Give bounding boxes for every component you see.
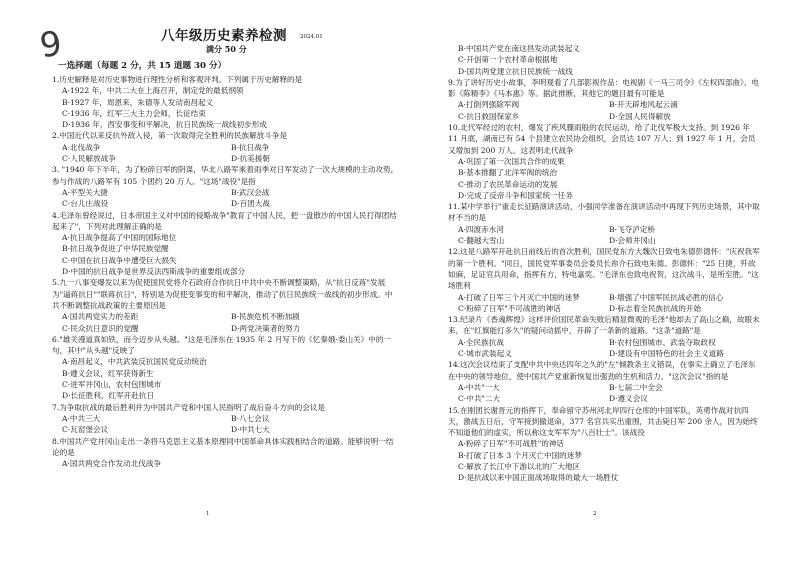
question-text: 7.为争取抗战的最后胜利并为中国共产党和中国人民指明了战后奋斗方向的会议是 [52, 402, 326, 412]
answer-option: C·民众抗日意识的觉醒 [62, 323, 139, 333]
answer-option: D·中国的抗日战争是世界反法西斯战争的重要组成部分 [62, 267, 246, 277]
answer-option: D·会师井冈山 [609, 236, 656, 246]
question-block [52, 130, 400, 164]
answer-option: A·中共"一大 [458, 382, 500, 392]
answer-option: A·北伐战争 [62, 142, 101, 152]
answer-option: A·打倒列强除军阀 [458, 100, 520, 110]
answer-option: C·城市武装起义 [458, 349, 512, 359]
answer-option: A·打破了日军三个月灭亡中国的迷梦 [458, 292, 580, 302]
answer-option: A·国共两党合作发动北伐战争 [62, 459, 162, 469]
option-row [448, 393, 760, 404]
question-text: 9.为了讲好历史小故事，李明观看了几部影视作品：电视剧《一马三司令》《左权四部曲》、电影《陈精李》《马本惠》等。据此推断，其他它的题目最有可能是 [448, 77, 759, 99]
answer-option: B·飞夺泸定桥 [609, 224, 655, 234]
answer-option: D·是抗战以来中国正面战场取得的最大一场胜仗 [458, 473, 619, 483]
answer-option: B·增强了中国军民抗战必胜的信心 [609, 292, 724, 302]
question-text: 3. "1940 年下半年，为了粉碎日军的阴谋，华北八路军乘着雨季对日军发动了一次大规模的主动攻势，参与作战的八路军有 105 个团约 20 万人。"这场"战役"是指 [52, 165, 399, 186]
right-column [448, 43, 760, 484]
answer-option: C·中国在抗日战争中遭受巨大损失 [62, 255, 177, 265]
section-heading: 一选择题（每题 2 分，共 15 道题 30 分） [58, 61, 227, 71]
question-text: 10.北代军经过的农村，爆发了疾风骤雨般的农民运动，给了北伐军极大支持。到 1926 年 11 月底，湖南已有 54 个县建立农民协会组织，会员达 107 万人；到 1927 年 1 月，会员又增加到 200 万人。这表明北代战争 [448, 123, 756, 155]
exam-title: 八年级历史素养检测 [161, 28, 287, 44]
answer-option: C·人民解放战争 [62, 154, 116, 164]
exam-date: 2024.01 [300, 34, 323, 40]
option-row [448, 382, 760, 393]
answer-option: B·民族危机不断加剧 [231, 312, 300, 322]
question-text: 2.中国近代以来反抗外敌入侵，第一次取得完全胜利的民族解放斗争是 [52, 131, 288, 141]
answer-option: A·1922 年，中共二大在上海召开，制定党的最低纲领 [62, 86, 244, 96]
page-number-left: 1 [206, 511, 210, 517]
answer-option: D·中共七大 [231, 425, 270, 435]
question-block [448, 43, 760, 77]
option-row [52, 424, 400, 435]
answer-option: C·台儿庄战役 [62, 199, 109, 209]
option-row [448, 337, 760, 348]
question-block [448, 405, 760, 484]
answer-option: B·1927 年，周恩来，朱德等人发动南昌起义 [62, 97, 214, 107]
option-row [448, 292, 760, 303]
answer-option: A·四渡赤水河 [458, 224, 504, 234]
question-block [52, 164, 400, 209]
option-row [448, 348, 760, 359]
answer-option: B·七届二中全会 [609, 382, 663, 392]
answer-option: B·开天辟地风起云涌 [609, 100, 678, 110]
question-text: 6."雄关漫道真如铁，而今迈步从头越。"这是毛泽东在 1935 年 2 月写下的《忆秦娥·娄山关》中的一句，其中"从头越"反映了 [52, 334, 392, 356]
answer-option: D·两党决策者的努力 [231, 323, 301, 333]
answer-option: C·开创第一个农村革命根据地 [458, 55, 558, 65]
option-row [448, 111, 760, 122]
question-block [52, 334, 400, 402]
option-row [448, 235, 760, 246]
answer-option: C·粉碎了日军"不可战胜的神话 [458, 303, 561, 313]
question-text: 4.毛泽东曾经说过，日本帝国主义对中国的侵略战争"教育了中国人民，把一盘散沙的中国人民打得团结起来了"，下列对此理解正确的是 [52, 210, 397, 231]
answer-option: D·完成了反帝斗争和国家统一任务 [458, 190, 573, 200]
option-row [52, 198, 400, 209]
answer-option: B·遵义会议，红军获得新生 [62, 368, 154, 378]
answer-option: D·抗美援朝 [231, 154, 270, 164]
question-block [52, 74, 400, 130]
answer-option: A·抗日战争提高了中国的国际地位 [62, 233, 177, 243]
question-block [52, 277, 400, 333]
answer-option: B·抗日战争 [231, 142, 270, 152]
answer-option: C·推动了农民革命运动的发展 [458, 179, 558, 189]
question-block [448, 246, 760, 314]
question-block [448, 314, 760, 359]
answer-option: D·建设有中国特色的社会主义道路 [609, 349, 724, 359]
answer-option: B·农村包围城市、武装夺取政权 [609, 337, 716, 347]
option-row [448, 99, 760, 110]
answer-option: A·巩固了第一次国共合作的成果 [458, 156, 565, 166]
option-row [52, 153, 400, 164]
answer-option: C·抗日救国保家乡 [458, 111, 520, 121]
answer-option: A·南昌起义，中共武装反抗国民党反动统治 [62, 357, 207, 367]
option-row [448, 303, 760, 314]
answer-option: B·基本推翻了北洋军阀的统治 [458, 168, 558, 178]
option-row [52, 142, 400, 153]
exam-score: 满分 50 分 [206, 44, 247, 54]
question-text: 15.在刚团长谢晋元的指挥下，奉命留守苏州河北岸四行仓库的中国军队，英勇作战对抗四天，激战五日后，守军接到撤退命，377 名官兵实出重围，共击毙日军 200 余人，因为始终不知道他们的虚实，所以称这支军军为"八百壮士"。该战役 [448, 405, 758, 438]
question-text: 5.九一八事变爆发以来为促使国民党将介石政府合作抗日中共中央不断调整策略，从"抗日反蒋"发展为"逼蒋抗日""联蒋抗日"，特别是为促使变事变的和平解决，推动了抗日民族统一战线的初步形成。中共不断调整抗战政策的主要原因是 [52, 278, 393, 310]
question-text: 1.历史解释是对历史事物进行理性分析和客观评判。下列属于历史解释的是 [52, 75, 303, 84]
question-block [448, 77, 760, 122]
option-row [52, 187, 400, 198]
answer-option: B·打破了日本 3 个月灭亡中国的迷梦 [458, 450, 582, 460]
question-text: 13.纪录片《香魂辉煌》这样评价国民革命失败后精显微观的毛泽"他却去了高山之巅，故眼未来，在"红旗能打多久"的疑问动摇中，开辟了一条新的道路。"这条"道路"是 [448, 315, 760, 336]
answer-option: A·全民族抗战 [458, 337, 504, 347]
option-row [448, 224, 760, 235]
answer-option: B·武汉会战 [231, 187, 270, 197]
answer-option: C·瓦窑堡会议 [62, 425, 109, 435]
answer-option: D·标志着全民族抗战的开始 [609, 303, 702, 313]
answer-option: A·国共两党实力的差距 [62, 312, 139, 322]
answer-option: C·翻越大雪山 [458, 236, 505, 246]
answer-option: B·抗日战争促进了中华民族觉醒 [62, 244, 169, 254]
answer-option: B·八七会议 [231, 413, 270, 423]
left-column [52, 74, 400, 469]
question-block [448, 201, 760, 246]
answer-option: A·平型关大捷 [62, 187, 108, 197]
question-block [52, 436, 400, 470]
answer-option: D·长征胜利，红军开赴抗日 [62, 391, 155, 401]
answer-option: B·中国共产党在南这昌发动武装起义 [458, 44, 580, 53]
question-block [448, 122, 760, 201]
handwritten-mark: 9 [37, 23, 65, 67]
question-text: 14.这次会议结束了支配中共中央达四年之久的"左"倾教条主义错误，在事实上确立了毛泽东在中央的领导地位，使中国共产党重新恢复出强劲的生机和活力。"这次会议"指的是 [448, 360, 756, 381]
answer-option: D·国共两党建立抗日民族统一战线 [458, 66, 573, 76]
page-number-right: 2 [593, 511, 597, 517]
answer-option: D·1936 年，西安事变和平解决，抗日民族统一战线初步形成 [62, 120, 267, 130]
question-block [448, 359, 760, 404]
question-text: 12.这是八路军开赴抗日前线后的首次胜利，国民党东方大魏次日致电朱德彭德怀："庆祝我军的第一个胜利。"同日，国民党军事委员会委员长祢介石致电朱德、彭德怀："25 日捷，歼故如麻，足证官兵用命，指挥有方，特电嘉奖。"毛泽东也致电祝贺，这次战斗，是所至胜。"这场胜利 [448, 247, 760, 291]
answer-option: A·中共三大 [62, 413, 101, 423]
question-text: 11.某中学举行"重走长征路演讲活动，小强同学准备在演讲活动中再现下列历史场景，其中取材不当的是 [448, 202, 760, 223]
answer-option: C·解放了长江中下游以北的广大地区 [458, 461, 581, 471]
option-row [52, 311, 400, 322]
question-block [52, 402, 400, 436]
question-text: 8.中国共产党井冈山走出一条将马克思主义基本原理同中国革命具体实践相结合的道路。能够说明一结论的是 [52, 436, 394, 457]
answer-option: D·百团大战 [231, 199, 270, 209]
answer-option: A·粉碎了日军"不可战胜"的神话 [458, 439, 565, 449]
option-row [52, 323, 400, 334]
answer-option: D·遵义会议 [609, 394, 648, 404]
answer-option: D·全国人民得解放 [609, 111, 671, 121]
question-block [52, 210, 400, 278]
answer-option: C·1936 年，红军三大主力会师，长征结束 [62, 108, 206, 118]
answer-option: C·进军井冈山，农村包围城市 [62, 380, 162, 390]
answer-option: C·中共"二大 [458, 394, 501, 404]
option-row [52, 413, 400, 424]
